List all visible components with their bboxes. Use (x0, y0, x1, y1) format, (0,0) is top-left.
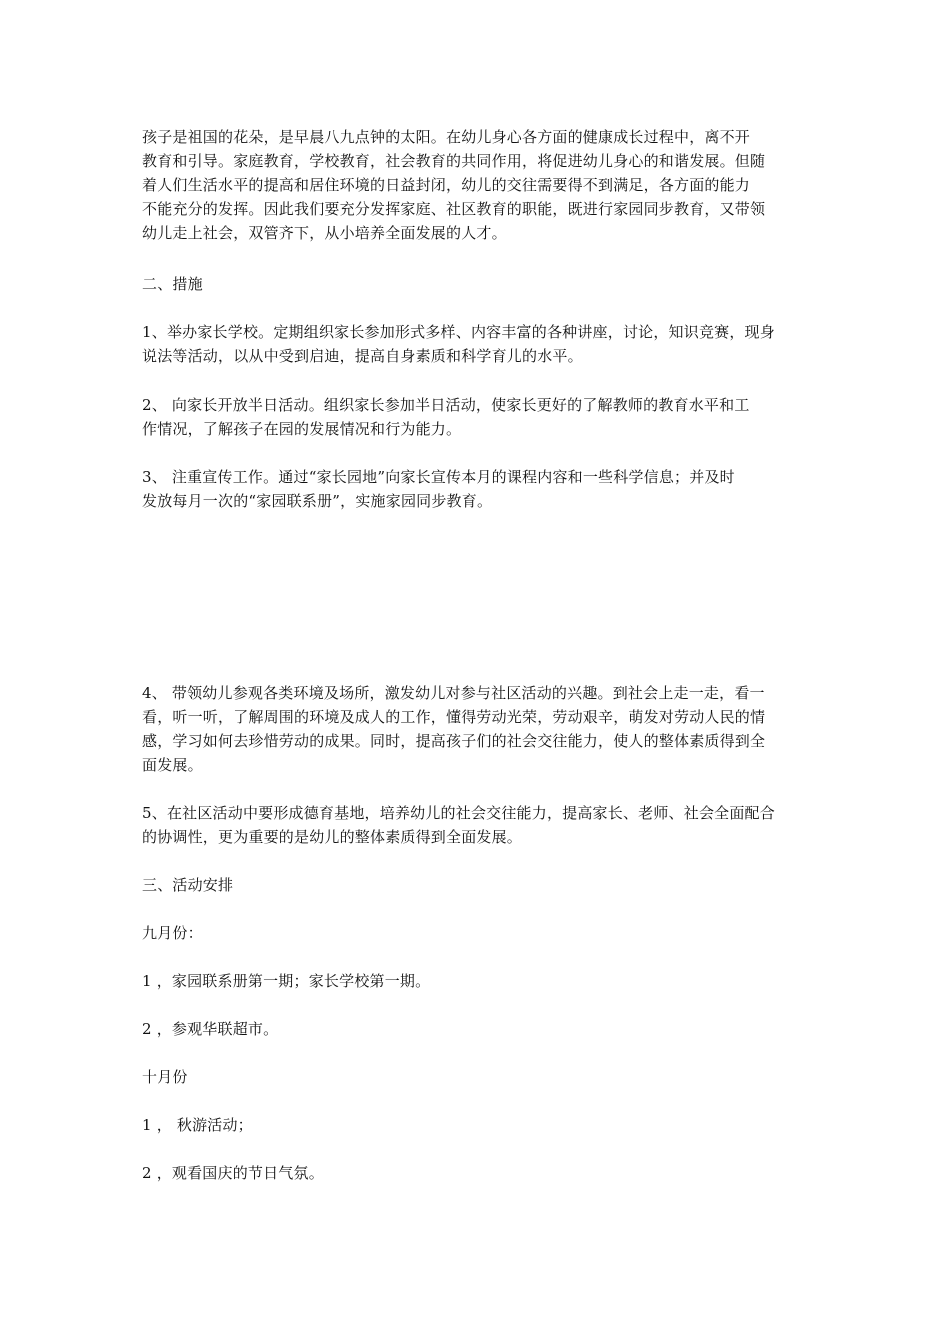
section-heading-text: 二、措施 (142, 275, 203, 293)
schedule-item-text: 1 ， 秋游活动； (142, 1116, 253, 1134)
october-item-1 (142, 1113, 814, 1137)
schedule-item-text: 1 ，家园联系册第一期；家长学校第一期。 (142, 972, 431, 990)
intro-line: 孩子是祖国的花朵，是早晨八九点钟的太阳。在幼儿身心各方面的健康成长过程中，离不开 (142, 128, 751, 146)
september-item-1 (142, 969, 814, 993)
september-item-2 (142, 1017, 814, 1041)
month-heading-text: 十月份 (142, 1068, 188, 1086)
measure-line: 发放每月一次的“家园联系册”，实施家园同步教育。 (142, 492, 493, 510)
intro-line: 着人们生活水平的提高和居住环境的日益封闭，幼儿的交往需要得不到满足，各方面的能力 (142, 176, 751, 194)
october-heading (142, 1065, 814, 1089)
october-item-2 (142, 1161, 814, 1185)
measure-1-paragraph (142, 320, 814, 368)
measure-line: 4、 带领幼儿参观各类环境及场所，激发幼儿对参与社区活动的兴趣。到社会上走一走，看一 (142, 684, 765, 702)
measure-5-paragraph (142, 801, 814, 849)
measure-line: 3、 注重宣传工作。通过“家长园地”向家长宣传本月的课程内容和一些科学信息；并及时 (142, 468, 735, 486)
measure-line: 的协调性，更为重要的是幼儿的整体素质得到全面发展。 (142, 828, 523, 846)
month-heading-text: 九月份： (142, 924, 203, 942)
measure-2-paragraph (142, 393, 814, 441)
measure-line: 面发展。 (142, 756, 203, 774)
intro-line: 不能充分的发挥。因此我们要充分发挥家庭、社区教育的职能，既进行家园同步教育，又带领 (142, 200, 766, 218)
measure-3-paragraph (142, 465, 814, 513)
section-heading-measures (142, 272, 814, 296)
section-heading-schedule (142, 873, 814, 897)
schedule-item-text: 2 ，观看国庆的节日气氛。 (142, 1164, 324, 1182)
section-heading-text: 三、活动安排 (142, 876, 234, 894)
measure-line: 看，听一听，了解周围的环境及成人的工作，懂得劳动光荣，劳动艰辛，萌发对劳动人民的情 (142, 708, 766, 726)
september-heading (142, 921, 814, 945)
intro-line: 教育和引导。家庭教育，学校教育，社会教育的共同作用，将促进幼儿身心的和谐发展。但随 (142, 152, 766, 170)
schedule-item-text: 2 ，参观华联超市。 (142, 1020, 279, 1038)
measure-line: 感，学习如何去珍惜劳动的成果。同时，提高孩子们的社会交往能力，使人的整体素质得到全 (142, 732, 766, 750)
measure-line: 说法等活动，以从中受到启迪，提高自身素质和科学育儿的水平。 (142, 347, 583, 365)
measure-line: 5、在社区活动中要形成德育基地，培养幼儿的社会交往能力，提高家长、老师、社会全面配合 (142, 804, 775, 822)
measure-line: 2、 向家长开放半日活动。组织家长参加半日活动，使家长更好的了解教师的教育水平和工 (142, 396, 750, 414)
measure-line: 1、举办家长学校。定期组织家长参加形式多样、内容丰富的各种讲座，讨论，知识竞赛，现身 (142, 323, 775, 341)
intro-line: 幼儿走上社会，双管齐下，从小培养全面发展的人才。 (142, 224, 507, 242)
measure-line: 作情况，了解孩子在园的发展情况和行为能力。 (142, 420, 462, 438)
measure-4-paragraph (142, 681, 814, 777)
intro-paragraph (142, 125, 814, 245)
